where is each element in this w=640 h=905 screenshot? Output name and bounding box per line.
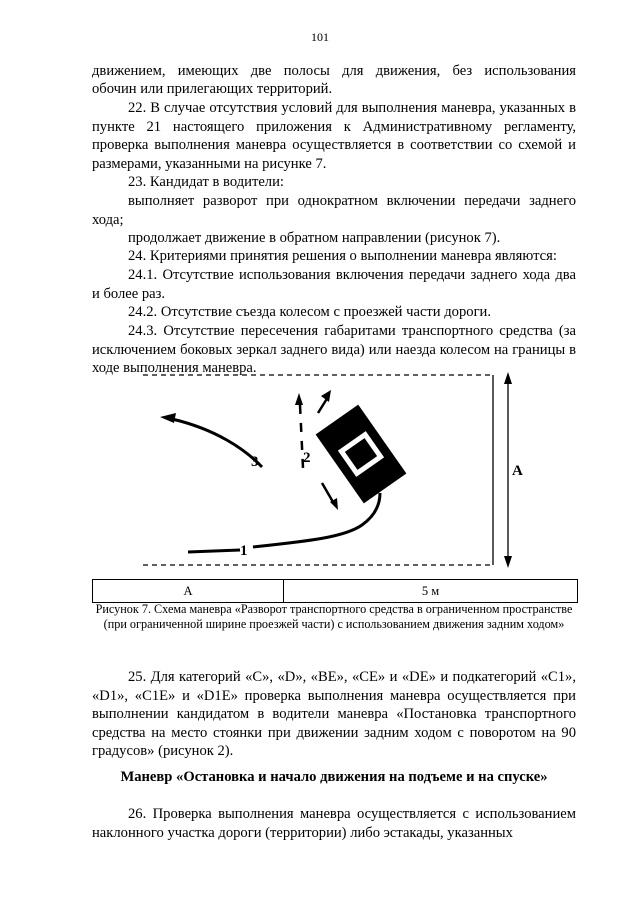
table-cell-a: A: [93, 580, 284, 603]
path-1-straight: [188, 550, 240, 552]
section-heading: Маневр «Остановка и начало движения на подъеме и на спуске»: [120, 769, 548, 785]
paragraph-24: 24. Критериями принятия решения о выполнении маневра являются:: [128, 248, 557, 264]
paragraph-25: 25. Для категорий «C», «D», «BE», «CE» и «DE» и подкатегорий «C1», «D1», «C1E» и «D1E» проверка выполнения маневра осуществляется при выполнении кандидатом в водители маневра «Постановка транспортного средства на место стоянки при движении задним ходом с поворотом на 90 градусов» (рисунок 2).: [92, 669, 576, 760]
paragraph-23-item-b: продолжает движение в обратном направлении (рисунок 7).: [128, 230, 501, 246]
path-label-2: 2: [303, 450, 311, 466]
paragraph-continuation-line1: движением, имеющих две полосы для движения, без использования: [92, 63, 576, 79]
paragraph-23-item-a: выполняет разворот при однократном включении передачи заднего хода;: [92, 193, 576, 228]
dimension-arrow-a: [504, 372, 512, 568]
vehicle-direction-arrow: [318, 390, 331, 413]
path-label-3: 3: [251, 454, 259, 470]
paragraph-24-2: 24.2. Отсутствие съезда колесом с проезжей части дороги.: [128, 304, 492, 320]
dimension-label-a: A: [512, 463, 523, 479]
path-3-forward: [172, 419, 262, 467]
maneuver-diagram: [0, 355, 640, 580]
table-row: [93, 580, 578, 603]
figure-caption: Рисунок 7. Схема маневра «Разворот транспортного средства в ограниченном пространстве (при ограниченной ширине проезжей части) с использованием движения задним ходом»: [95, 602, 573, 631]
page-number: 101: [311, 30, 329, 44]
path-label-1: 1: [240, 543, 248, 559]
paragraph-22: 22. В случае отсутствия условий для выполнения маневра, указанных в пункте 21 настоящего приложения к Административному регламенту, проверка выполнения маневра осуществляется в соответствии со схемой и размерами, указанными на рисунке 7.: [92, 100, 576, 172]
path-2-arrowhead-top: [295, 393, 303, 405]
paragraph-continuation-line2: обочин или прилегающих территорий.: [92, 81, 333, 97]
paragraph-24-3: 24.3. Отсутствие пересечения габаритами транспортного средства (за исключением боковых зеркал заднего вида) или наезда колесом на границы в ходе выполнения маневра.: [92, 323, 576, 377]
table-cell-5m: 5 м: [284, 580, 578, 603]
path-1-curve: [253, 493, 380, 547]
vehicle-icon: [316, 405, 407, 504]
dimension-table: [92, 579, 578, 603]
path-2-arrow: [322, 483, 338, 510]
path-3-arrowhead: [160, 413, 176, 423]
paragraph-26: 26. Проверка выполнения маневра осуществляется с использованием наклонного участка дороги (территории) либо эстакады, указанных: [92, 806, 576, 841]
paragraph-24-1: 24.1. Отсутствие использования включения передачи заднего хода два и более раз.: [92, 267, 576, 302]
paragraph-23: 23. Кандидат в водители:: [128, 174, 284, 190]
